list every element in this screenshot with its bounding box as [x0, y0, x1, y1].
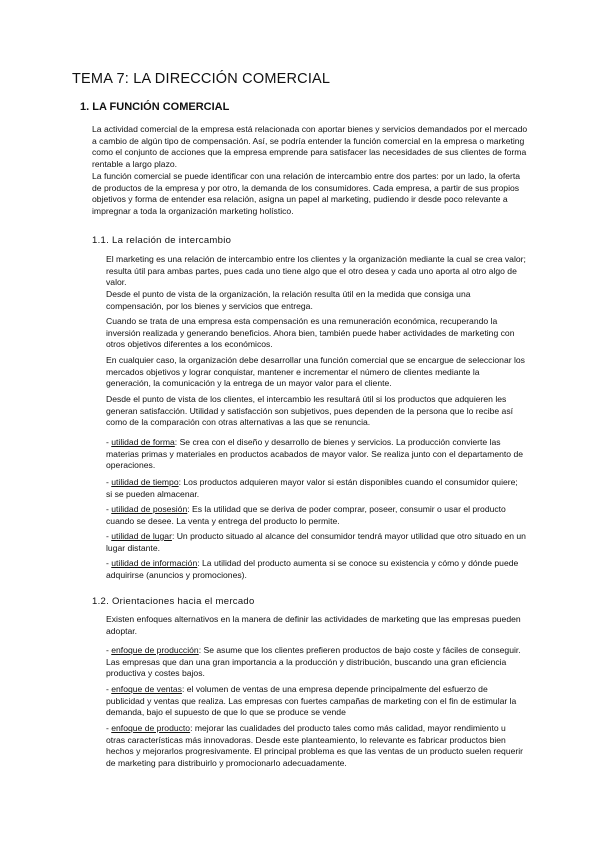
list-item-enfoque-ventas: - enfoque de ventas: el volumen de ventas de una empresa depende principalmente del esfuerzo de publicidad y ventas que realiza. Las empresas con fuertes campañas de marketing con el fin de estimular la demanda, bajo el supuesto de que lo que se produce se vende [106, 684, 517, 718]
list-item-utilidad-lugar: - utilidad de lugar: Un producto situado al alcance del consumidor tendrá mayor utilidad que otro situado en un lugar distante. [106, 531, 526, 553]
paragraph-intercambio-2: Desde el punto de vista de la organización, la relación resulta útil en la medida que consiga una compensación, por los bienes y servicios que entrega. [106, 289, 471, 311]
term-enfoque-produccion: enfoque de producción [111, 645, 199, 655]
paragraph-intercambio-1: El marketing es una relación de intercambio entre los clientes y la organización mediante la cual se crea valor; resulta útil para ambas partes, pues cada uno tiene algo que el otro desea y cada uno aporta al otro algo de valor. [106, 254, 526, 288]
list-item-utilidad-tiempo: - utilidad de tiempo: Los productos adquieren mayor valor si están disponibles cuando el consumidor quiere; si se pueden almacenar. [106, 477, 518, 499]
paragraph-intercambio-3: Cuando se trata de una empresa esta compensación es una remuneración económica, recuperando la inversión realizada y generando beneficios. Ahora bien, también puede haber actividades de marketing con otros objetivos diferentes a los económicos. [106, 316, 515, 350]
subsection-heading-orientaciones: 1.2. Orientaciones hacia el mercado [92, 596, 255, 607]
term-enfoque-producto: enfoque de producto [111, 723, 191, 733]
paragraph-intercambio-4: En cualquier caso, la organización debe desarrollar una función comercial que se encargue de seleccionar los mercados objetivos y lograr conquistar, mantener e incrementar el número de clientes mediante la generación, la comunicación y la entrega de un mayor valor para el cliente. [106, 355, 525, 389]
list-item-utilidad-forma: - utilidad de forma: Se crea con el diseño y desarrollo de bienes y servicios. La producción convierte las materias primas y materiales en productos acabados de mayor valor. Se realiza junto con el departamento de operaciones. [106, 437, 524, 471]
paragraph-intro-2: La función comercial se puede identificar con una relación de intercambio entre dos partes: por un lado, la oferta de productos de la empresa y por otro, la demanda de los consumidores. Cada empresa, a partir de sus propios objetivos y forma de entender esa relación, asigna un papel al marketing, pudiendo ir desde poco relevante a impregnar a toda la organización marketing holístico. [92, 171, 521, 216]
page-title: TEMA 7: LA DIRECCIÓN COMERCIAL [72, 71, 331, 87]
term-utilidad-tiempo: utilidad de tiempo [111, 477, 179, 487]
list-item-enfoque-produccion: - enfoque de producción: Se asume que los clientes prefieren productos de bajo coste y fáciles de conseguir. Las empresas que dan una gran importancia a la producción y distribución, buscando una gran eficiencia productiva y costes bajos. [106, 645, 521, 679]
term-utilidad-informacion: utilidad de información [111, 558, 198, 568]
paragraph-intercambio-5: Desde el punto de vista de los clientes, el intercambio les resultará útil si los productos que adquieren les generan satisfacción. Utilidad y satisfacción son subjetivos, pues dependen de la persona que lo recibe así como de la comparación con otras alternativas a las que se renuncia. [106, 394, 514, 428]
section-heading-funcion-comercial: 1. LA FUNCIÓN COMERCIAL [80, 101, 230, 113]
list-item-enfoque-producto: - enfoque de producto: mejorar las cualidades del producto tales como más calidad, mayor rendimiento u otras características más innovadoras. Desde este planteamiento, lo relevante es fabricar productos bien hechos y mejorarlos progresivamente. El principal problema es que las ventas de un producto suelen requerir de marketing para distribuirlo y promocionarlo adecuadamente. [106, 723, 524, 768]
paragraph-orientaciones-1: Existen enfoques alternativos en la manera de definir las actividades de marketing que las empresas pueden adoptar. [106, 614, 521, 636]
term-enfoque-ventas: enfoque de ventas [111, 684, 182, 694]
subsection-heading-intercambio: 1.1. La relación de intercambio [92, 235, 232, 246]
term-utilidad-lugar: utilidad de lugar [111, 531, 172, 541]
paragraph-intro-1: La actividad comercial de la empresa está relacionada con aportar bienes y servicios demandados por el mercado a cambio de algún tipo de compensación. Así, se podría entender la función comercial en la empresa o marketing como el conjunto de acciones que la empresa emprende para satisfacer las necesidades de sus clientes de forma rentable a largo plazo. [92, 124, 528, 169]
term-utilidad-posesion: utilidad de posesión [111, 504, 188, 514]
term-utilidad-forma: utilidad de forma [111, 437, 175, 447]
list-item-utilidad-informacion: - utilidad de información: La utilidad del producto aumenta si se conoce su existencia y cómo y dónde puede adquirirse (anuncios y promociones). [106, 558, 519, 580]
list-item-utilidad-posesion: - utilidad de posesión: Es la utilidad que se deriva de poder comprar, poseer, consumir o usar el producto cuando se desee. La venta y entrega del producto lo permite. [106, 504, 506, 526]
